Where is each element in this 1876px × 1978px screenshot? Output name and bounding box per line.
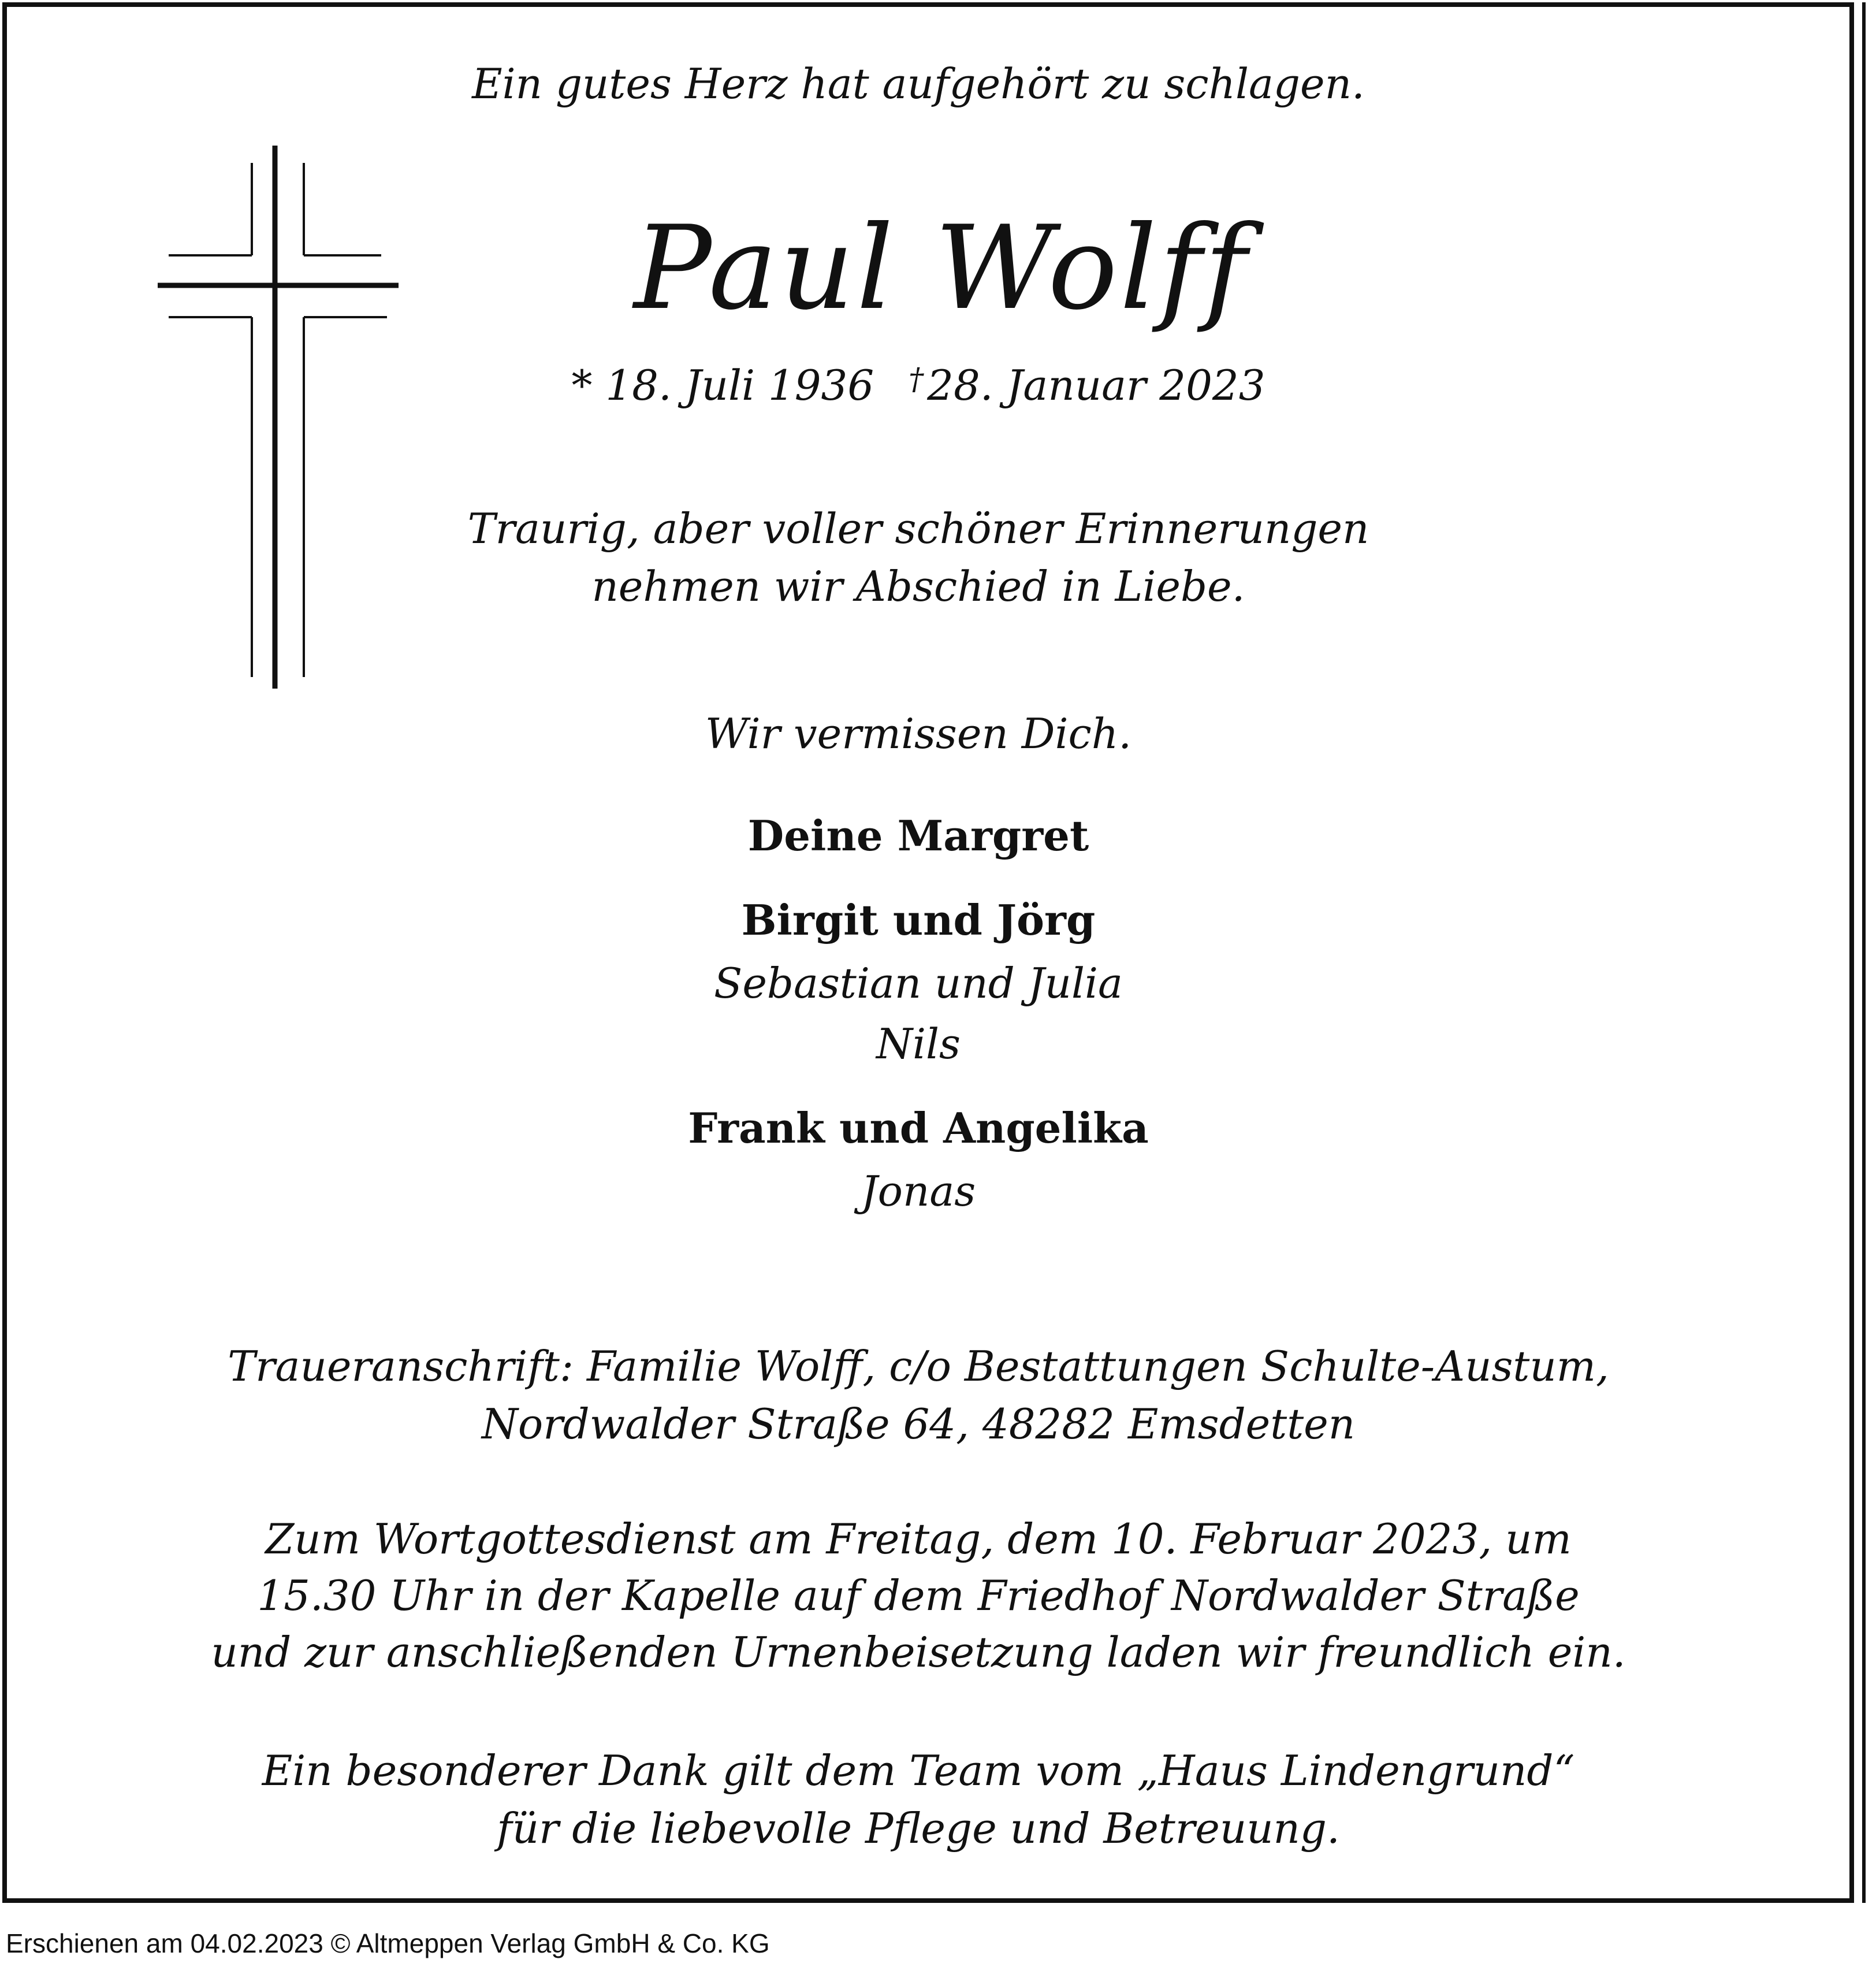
address-line: Nordwalder Straße 64, 48282 Emsdetten [481,1400,1356,1448]
frame-outer-right-rule [1862,2,1866,1903]
publication-footer: Erschienen am 04.02.2023 © Altmeppen Verlag GmbH & Co. KG [6,1928,770,1958]
sorrow-line: nehmen wir Abschied in Liebe. [591,562,1245,611]
mourner-group-head: Frank und Angelika [688,1103,1149,1152]
service-line: 15.30 Uhr in der Kapelle auf dem Friedhof Nordwalder Straße [257,1571,1580,1620]
thanks-line: Ein besonderer Dank gilt dem Team vom „Haus Lindengrund“ [262,1746,1575,1795]
sorrow-line: Traurig, aber voller schöner Erinnerungen [467,504,1369,553]
thanks-text [0,1742,1837,1857]
mourning-address [0,1337,1837,1453]
service-invitation [0,1511,1837,1680]
mourner-member: Sebastian und Julia [714,959,1123,1007]
mourner-member: Jonas [861,1167,976,1215]
service-line: und zur anschließenden Urnenbeisetzung laden wir freundlich ein. [211,1628,1626,1676]
dagger-icon: † [909,362,924,397]
birth-date: * 18. Juli 1936 [571,361,874,410]
miss-text: Wir vermissen Dich. [705,709,1132,758]
sorrow-text [0,500,1837,615]
mourner-group-head: Birgit und Jörg [741,895,1096,945]
address-line: Traueranschrift: Familie Wolff, c/o Bestattungen Schulte-Austum, [228,1342,1609,1390]
life-dates [0,354,1837,411]
mourner-member: Nils [876,1020,961,1068]
motto: Ein gutes Herz hat aufgehört zu schlagen. [472,60,1365,108]
service-line: Zum Wortgottesdienst am Freitag, dem 10. Februar 2023, um [265,1515,1572,1563]
deceased-name: Paul Wolff [634,201,1249,336]
mourner-spouse: Deine Margret [747,811,1089,860]
thanks-line: für die liebevolle Pflege und Betreuung. [497,1804,1340,1853]
death-date: 28. Januar 2023 [927,361,1265,410]
